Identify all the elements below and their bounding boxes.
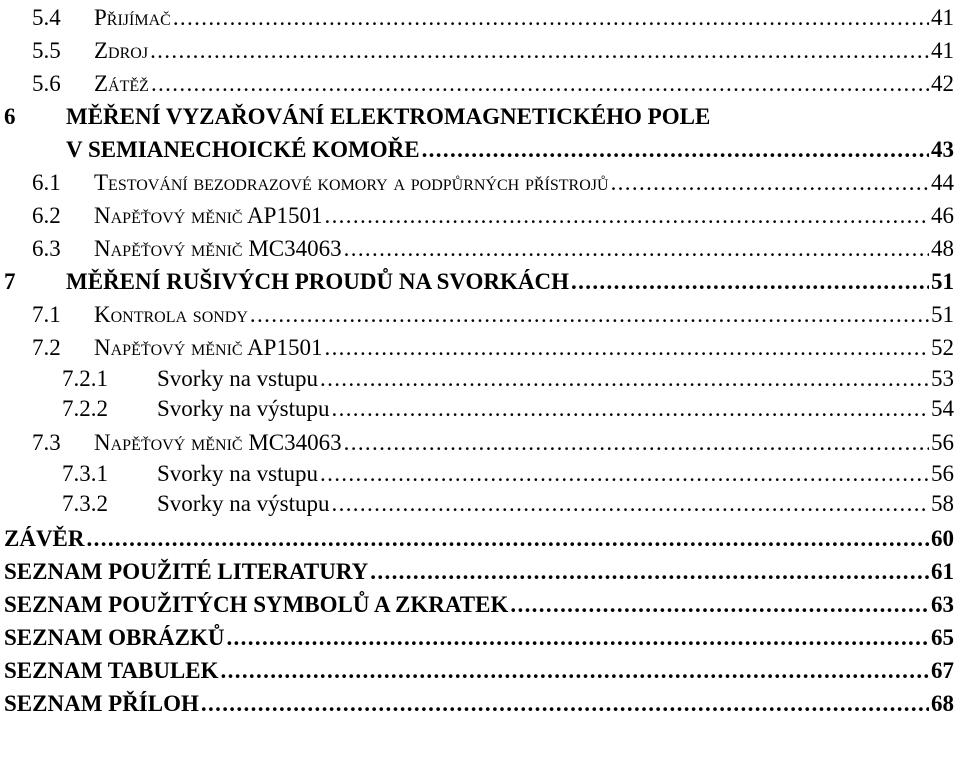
toc-entry-5-4[interactable] [32,0,954,32]
toc-page-number: 41 [931,5,954,30]
toc-leader-dots [324,202,929,230]
toc-entry-7-2-2[interactable] [62,393,954,423]
toc-leader-dots [320,365,929,393]
toc-number: 7.3.1 [62,461,108,486]
toc-title: SEZNAM OBRÁZKŮ [4,625,225,650]
toc-leader-dots [324,334,929,362]
toc-entry-7-3[interactable] [32,425,954,457]
toc-page-number: 46 [931,203,954,228]
toc-title: Testování bezodrazové komory a podpůrných přístrojů [94,170,609,195]
toc-title: Napěťový měnič MC34063 [94,236,342,261]
toc-page-number: 67 [931,658,954,683]
toc-page-number: 44 [931,170,954,195]
toc-title: Kontrola sondy [94,302,248,327]
toc-entry-tabulky[interactable] [4,653,954,685]
toc-leader-dots [250,301,929,329]
toc-leader-dots [611,169,929,197]
toc-number: 7.3.2 [62,491,108,516]
toc-page-number: 68 [931,691,954,716]
toc-page-number: 60 [931,526,954,551]
toc-title: Svorky na vstupu [157,461,318,486]
toc-entry-literatura[interactable] [4,554,954,586]
toc-number: 7.2 [32,335,61,360]
toc-page-number: 51 [931,269,954,294]
toc-page-number: 48 [931,236,954,261]
toc-title: ZÁVĚR [4,526,85,551]
toc-leader-dots [201,690,929,718]
toc-page-number: 61 [931,559,954,584]
toc-leader-dots [344,235,929,263]
toc-leader-dots [87,525,929,553]
toc-title: Zdroj [94,38,149,63]
toc-page-number: 65 [931,625,954,650]
toc-entry-6-2[interactable] [32,198,954,230]
toc-entry-symboly[interactable] [4,587,954,619]
toc-entry-6-3[interactable] [32,231,954,263]
toc-leader-dots [332,395,930,423]
toc-leader-dots [150,37,929,65]
toc-entry-7[interactable] [4,264,954,296]
toc-entry-7-3-1[interactable] [62,458,954,488]
toc-number: 5.4 [32,5,61,30]
toc-number: 6 [4,104,16,129]
toc-title: Napěťový měnič AP1501 [94,335,323,360]
toc-title: MĚŘENÍ VYZAŘOVÁNÍ ELEKTROMAGNETICKÉHO POLE [66,104,711,129]
toc-entry-6-1[interactable] [32,165,954,197]
toc-page-number: 51 [931,302,954,327]
toc-page-number: 42 [931,71,954,96]
toc-page-number: 56 [931,461,954,486]
toc-leader-dots [422,136,929,164]
toc-title-continued: V SEMIANECHOICKÉ KOMOŘE [66,137,420,162]
toc-title: Svorky na výstupu [157,491,330,516]
toc-page-number: 58 [931,491,954,516]
toc-title: Přijímač [94,5,171,30]
toc-entry-7-3-2[interactable] [62,488,954,518]
toc-leader-dots [510,591,929,619]
toc-number: 7 [4,269,16,294]
toc-title: Zátěž [94,71,149,96]
toc-entry-6-line2[interactable] [66,132,954,164]
toc-leader-dots [226,624,929,652]
toc-leader-dots [173,4,929,32]
toc-entry-5-5[interactable] [32,33,954,65]
toc-title: Napěťový měnič MC34063 [94,430,342,455]
toc-title: SEZNAM PŘÍLOH [4,691,199,716]
toc-number: 6.2 [32,203,61,228]
toc-number: 5.5 [32,38,61,63]
toc-title: MĚŘENÍ RUŠIVÝCH PROUDŮ NA SVORKÁCH [66,269,570,294]
toc-leader-dots [370,558,929,586]
toc-number: 7.2.1 [62,366,108,391]
toc-title: Svorky na výstupu [157,396,330,421]
toc-number: 7.2.2 [62,396,108,421]
toc-entry-prilohy[interactable] [4,686,954,718]
toc-title: SEZNAM POUŽITÝCH SYMBOLŮ A ZKRATEK [4,592,509,617]
toc-number: 6.1 [32,170,61,195]
toc-page-number: 53 [931,366,954,391]
toc-page-number: 41 [931,38,954,63]
toc-number: 7.1 [32,302,61,327]
toc-leader-dots [344,429,929,457]
toc-entry-7-2-1[interactable] [62,363,954,393]
toc-entry-7-2[interactable] [32,330,954,362]
toc-page-number: 43 [931,137,954,162]
toc-number: 7.3 [32,430,61,455]
toc-number: 6.3 [32,236,61,261]
toc-page-number: 56 [931,430,954,455]
toc-entry-7-1[interactable] [32,297,954,329]
toc-page-number: 54 [931,396,954,421]
toc-number: 5.6 [32,71,61,96]
toc-page-number: 63 [931,592,954,617]
toc-leader-dots [320,460,929,488]
toc-title: SEZNAM TABULEK [4,658,219,683]
toc-leader-dots [332,490,930,518]
toc-leader-dots [221,657,929,685]
toc-title: SEZNAM POUŽITÉ LITERATURY [4,559,369,584]
toc-title: Svorky na vstupu [157,366,318,391]
toc-entry-obrazky[interactable] [4,620,954,652]
toc-leader-dots [571,268,929,296]
toc-entry-5-6[interactable] [32,66,954,98]
toc-leader-dots [151,70,929,98]
toc-entry-6-line1[interactable] [4,99,904,131]
toc-page-number: 52 [931,335,954,360]
toc-title: Napěťový měnič AP1501 [94,203,323,228]
toc-entry-zaver[interactable] [4,521,954,553]
